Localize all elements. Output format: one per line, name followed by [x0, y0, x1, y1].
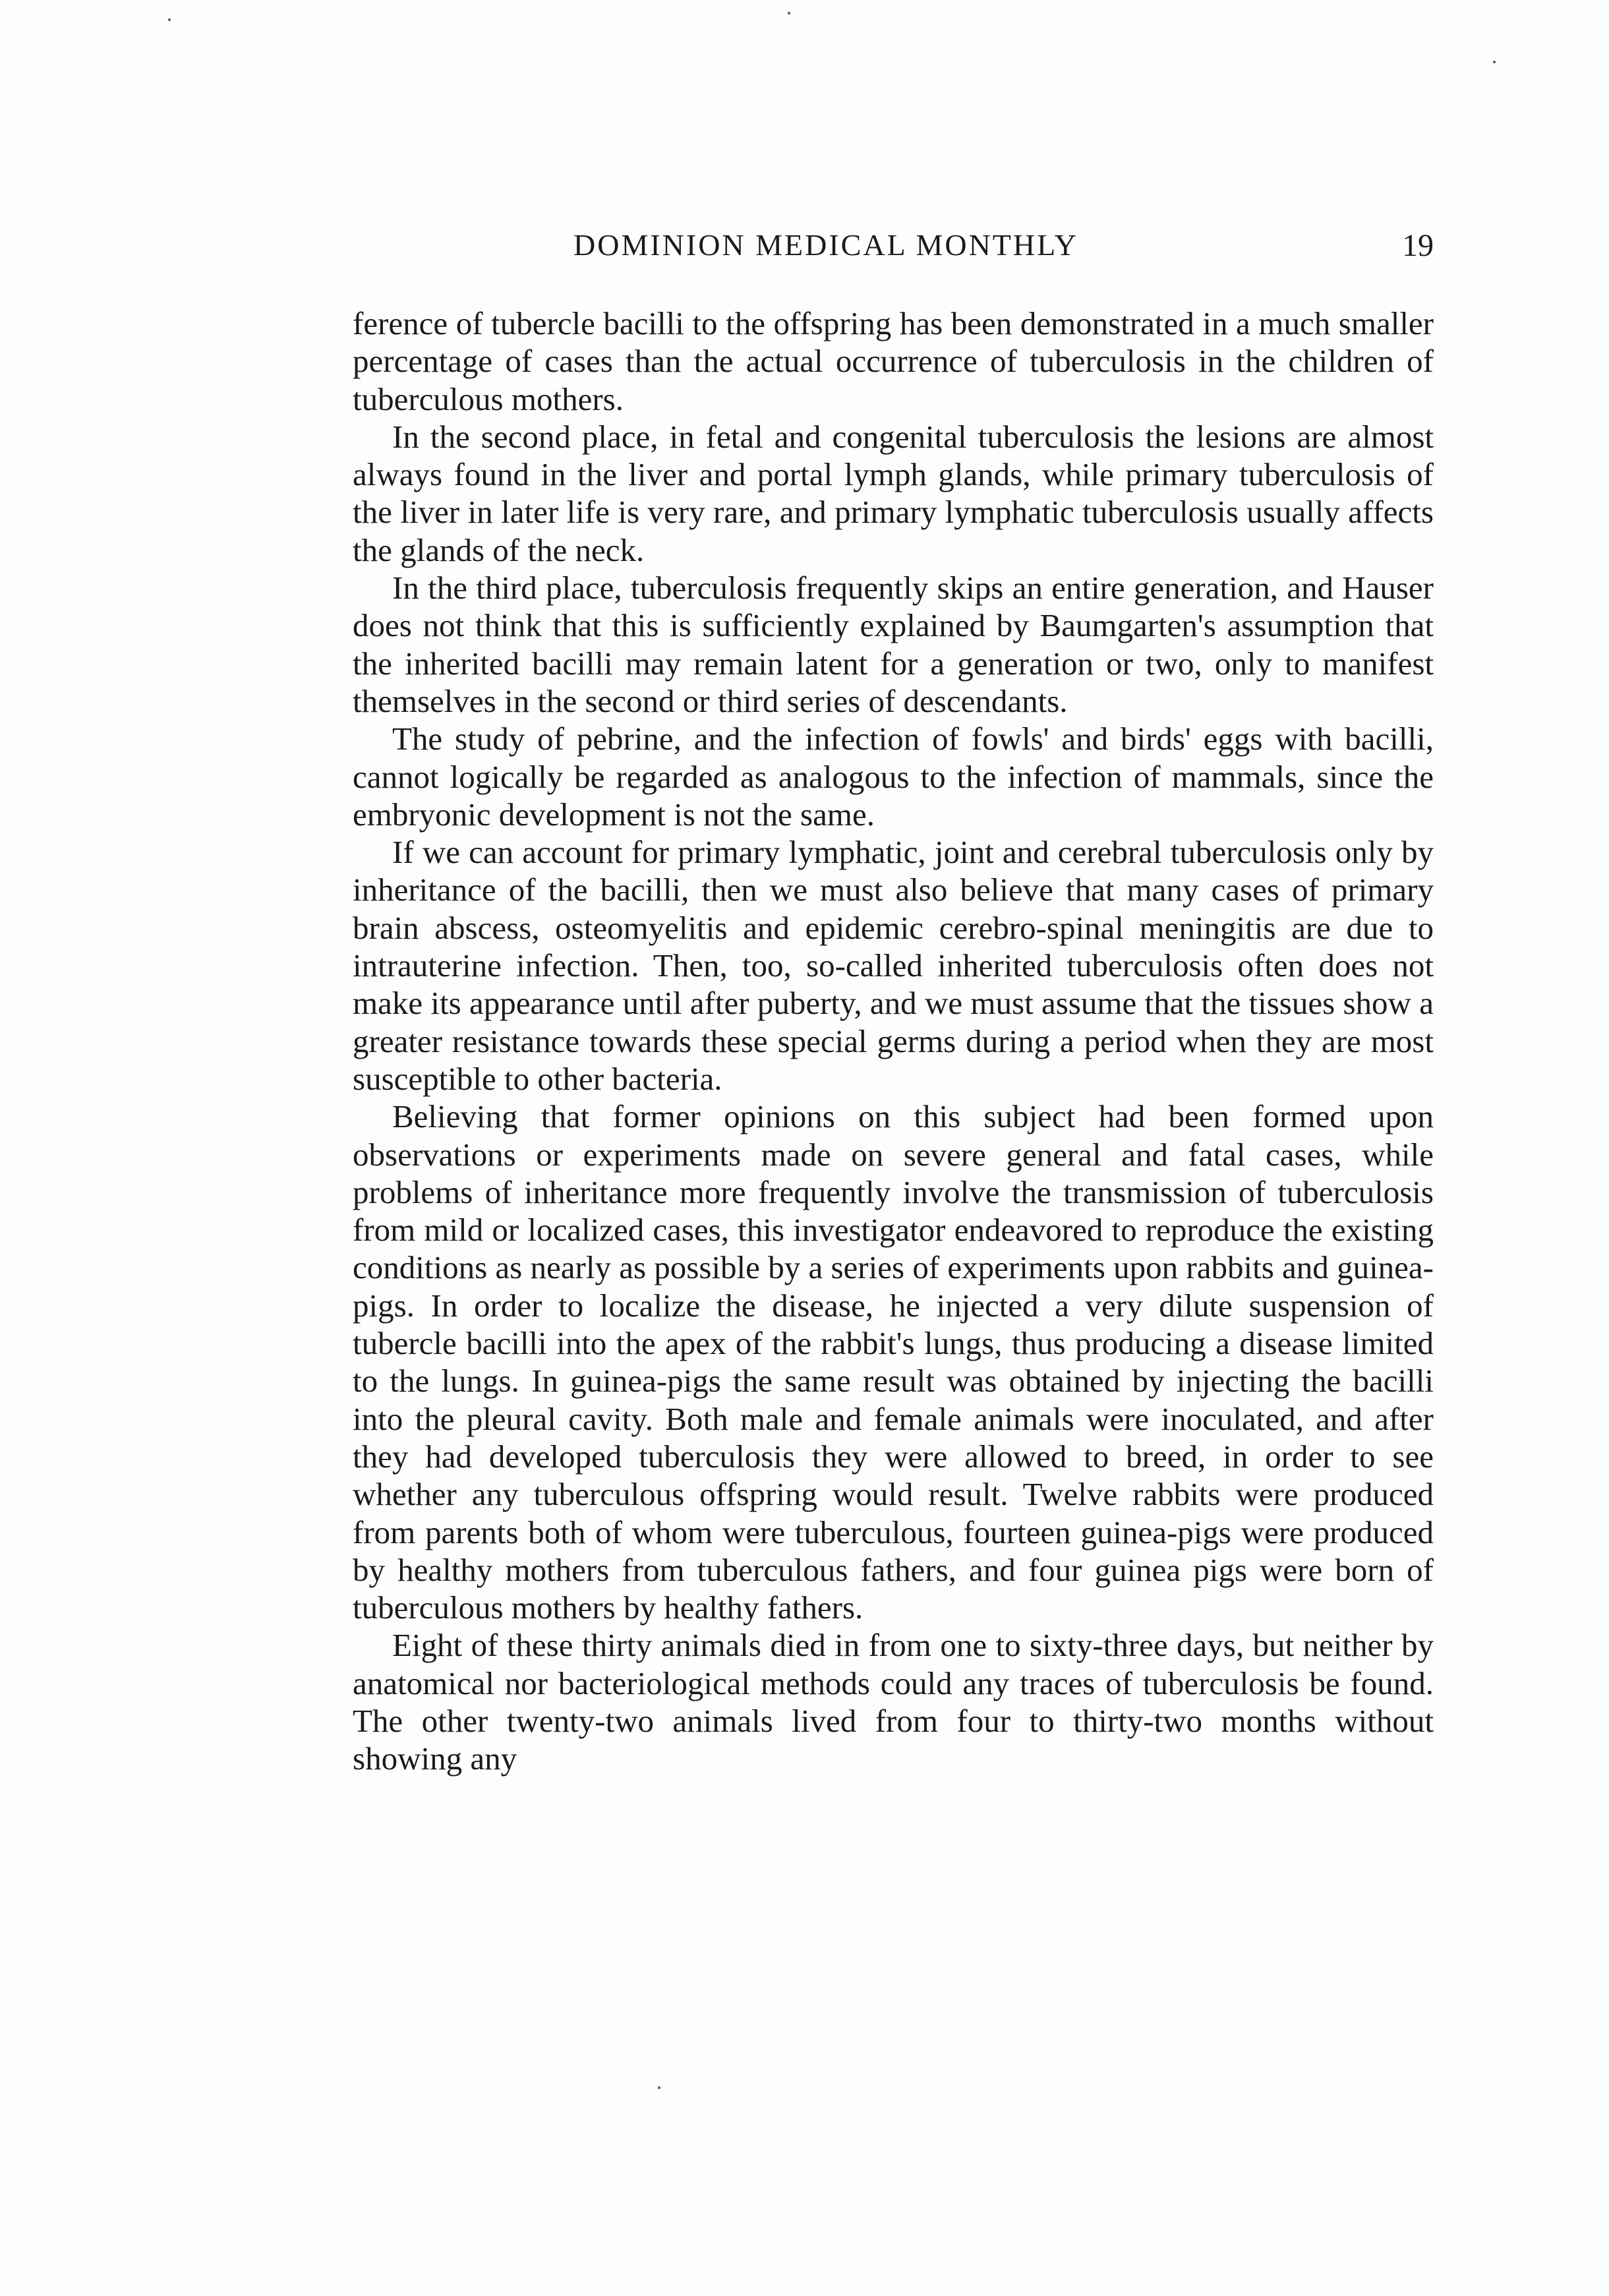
running-head: DOMINION MEDICAL MONTHLY: [573, 228, 1078, 262]
print-speck: [658, 2086, 660, 2089]
paragraph-continued: ference of tubercle bacilli to the offspring has been demonstrated in a much smaller percentage of cases than the actual occurrence of tuberculosis in the children of tuberculous mothers.: [353, 305, 1434, 417]
paragraph: The study of pebrine, and the infection of fowls' and birds' eggs with bacilli, cannot logically be regarded as analogous to the infection of mammals, since the embryonic development is not the same.: [353, 721, 1434, 833]
print-speck: [1493, 61, 1496, 63]
paragraph: In the second place, in fetal and congenital tuberculosis the lesions are almost always found in the liver and portal lymph glands, while primary tuberculosis of the liver in later life is very rare, and primary lymphatic tuberculosis usually affects the glands of the neck.: [353, 418, 1434, 568]
print-speck: [168, 18, 171, 21]
paragraph: Eight of these thirty animals died in from one to sixty-three days, but neither by anatomical nor bacteriological methods could any traces of tuberculosis be found. The other twenty-two animals lived from four to thirty-two months without showing any: [353, 1627, 1434, 1777]
print-speck: [788, 12, 790, 15]
body-text: [353, 305, 1434, 1778]
page-header: [353, 227, 1434, 274]
page-number: 19: [1402, 228, 1434, 263]
paragraph: In the third place, tuberculosis frequently skips an entire generation, and Hauser does not think that this is sufficiently explained by Baumgarten's assumption that the inherited bacilli may remain latent for a generation or two, only to manifest themselves in the second or third series of descendants.: [353, 570, 1434, 719]
paragraph: Believing that former opinions on this subject had been formed upon observations or experiments made on severe general and fatal cases, while problems of inheritance more frequently involve the transmission of tuberculosis from mild or localized cases, this investigator endeavored to reproduce the existing conditions as nearly as possible by a series of experiments upon rabbits and guinea-pigs. In order to localize the disease, he injected a very dilute suspension of tubercle bacilli into the apex of the rabbit's lungs, thus producing a disease limited to the lungs. In guinea-pigs the same result was obtained by injecting the bacilli into the pleural cavity. Both male and female animals were inoculated, and after they had developed tuberculosis they were allowed to breed, in order to see whether any tuberculous offspring would result. Twelve rabbits were produced from parents both of whom were tuberculous, fourteen guinea-pigs were produced by healthy mothers from tuberculous fathers, and four guinea pigs were born of tuberculous mothers by healthy fathers.: [353, 1098, 1434, 1626]
paragraph: If we can account for primary lymphatic, joint and cerebral tuberculosis only by inheritance of the bacilli, then we must also believe that many cases of primary brain abscess, osteomyelitis and epidemic cerebro-spinal meningitis are due to intrauterine infection. Then, too, so-called inherited tuberculosis often does not make its appearance until after puberty, and we must assume that the tissues show a greater resistance towards these special germs during a period when they are most susceptible to other bacteria.: [353, 834, 1434, 1097]
